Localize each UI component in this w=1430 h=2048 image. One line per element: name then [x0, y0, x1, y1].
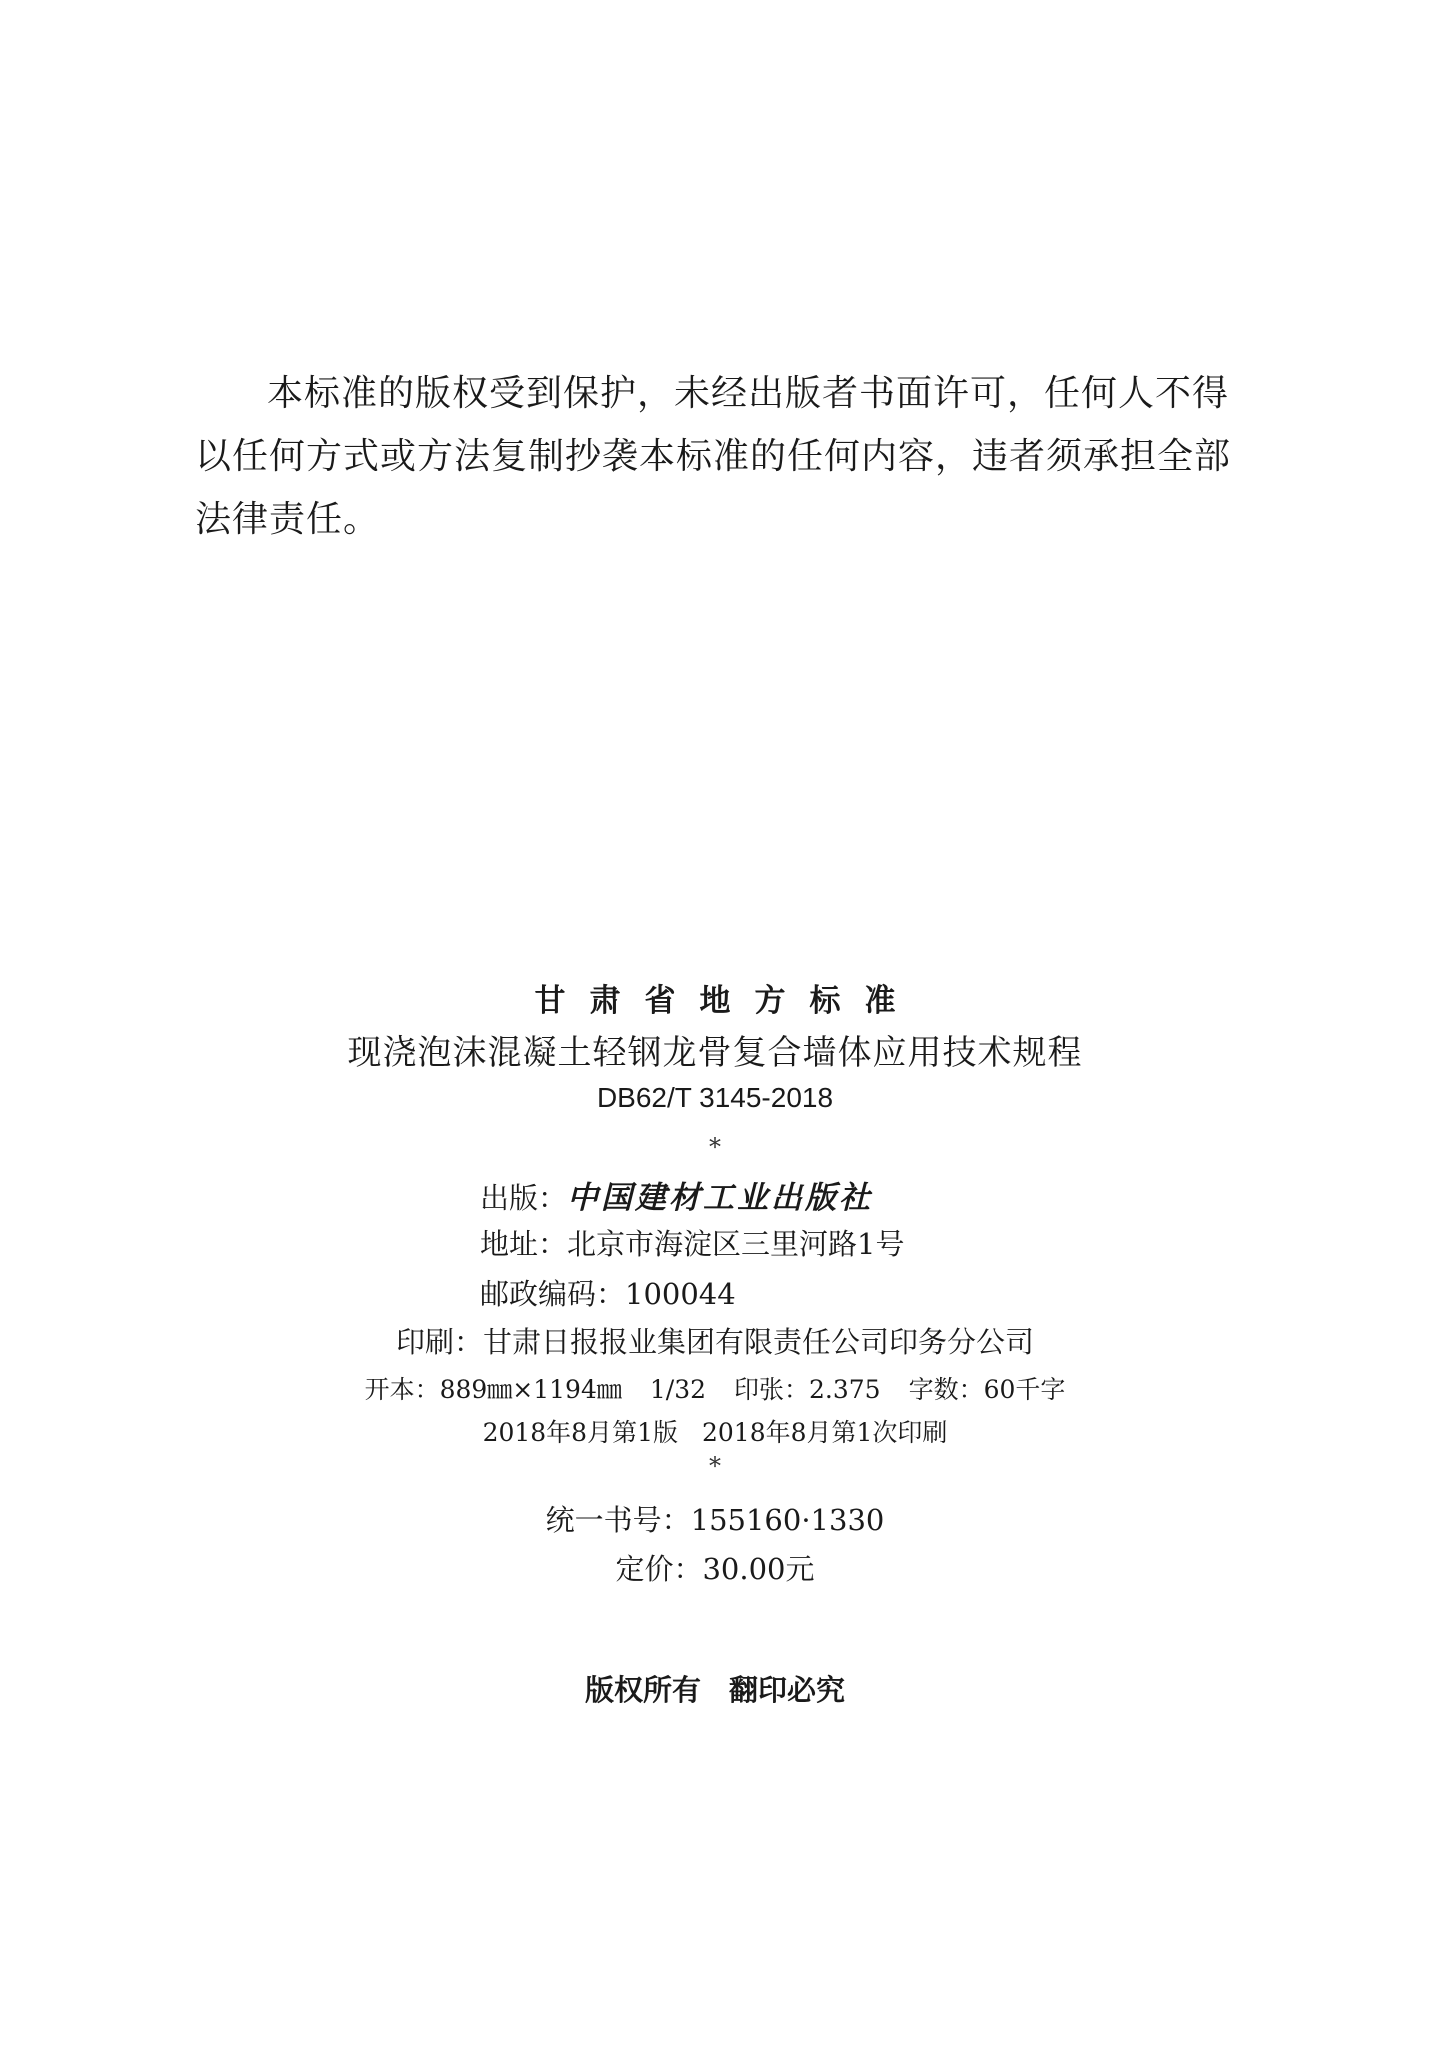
copyright-text: 本标准的版权受到保护，未经出版者书面许可，任何人不得以任何方式或方法复制抄袭本标准的任何内容，违者须承担全部法律责任。: [195, 373, 1232, 540]
book-title: 现浇泡沫混凝土轻钢龙骨复合墙体应用技术规程: [347, 1033, 1083, 1073]
edition: 2018年8月第1版: [482, 1418, 678, 1447]
format-size: 开本：889㎜×1194㎜: [364, 1375, 622, 1404]
copyright-notice: [195, 362, 1235, 551]
standard-code: DB62/T 3145-2018: [596, 1082, 834, 1113]
separator-asterisk: *: [709, 1452, 721, 1480]
printer-info: 印刷：甘肃日报报业集团有限责任公司印务分公司: [395, 1325, 1034, 1359]
publisher-name: 中国建材工业出版社: [567, 1180, 874, 1216]
separator-asterisk: *: [709, 1133, 721, 1161]
publisher-label: 出版：: [480, 1181, 568, 1215]
printing: 2018年8月第1次印刷: [702, 1418, 948, 1447]
postal-code: 邮政编码：100044: [480, 1277, 736, 1311]
publisher-address: 地址：北京市海淀区三里河路1号: [480, 1227, 905, 1261]
publisher-line: [480, 1172, 873, 1217]
standard-type-heading: 甘肃省地方标准: [534, 983, 920, 1019]
piracy-warning: 翻印必究: [729, 1673, 846, 1707]
printed-sheets: 印张：2.375: [734, 1375, 881, 1404]
format-fold: 1/32: [649, 1375, 707, 1404]
price: 定价：30.00元: [615, 1552, 815, 1586]
unified-book-number: 统一书号：155160·1330: [545, 1503, 885, 1537]
word-count: 字数：60千字: [908, 1375, 1066, 1404]
format-specs: [0, 1370, 1430, 1406]
rights-statement: [0, 1668, 1430, 1709]
rights-reserved: 版权所有: [584, 1673, 701, 1707]
edition-info: [0, 1413, 1430, 1449]
